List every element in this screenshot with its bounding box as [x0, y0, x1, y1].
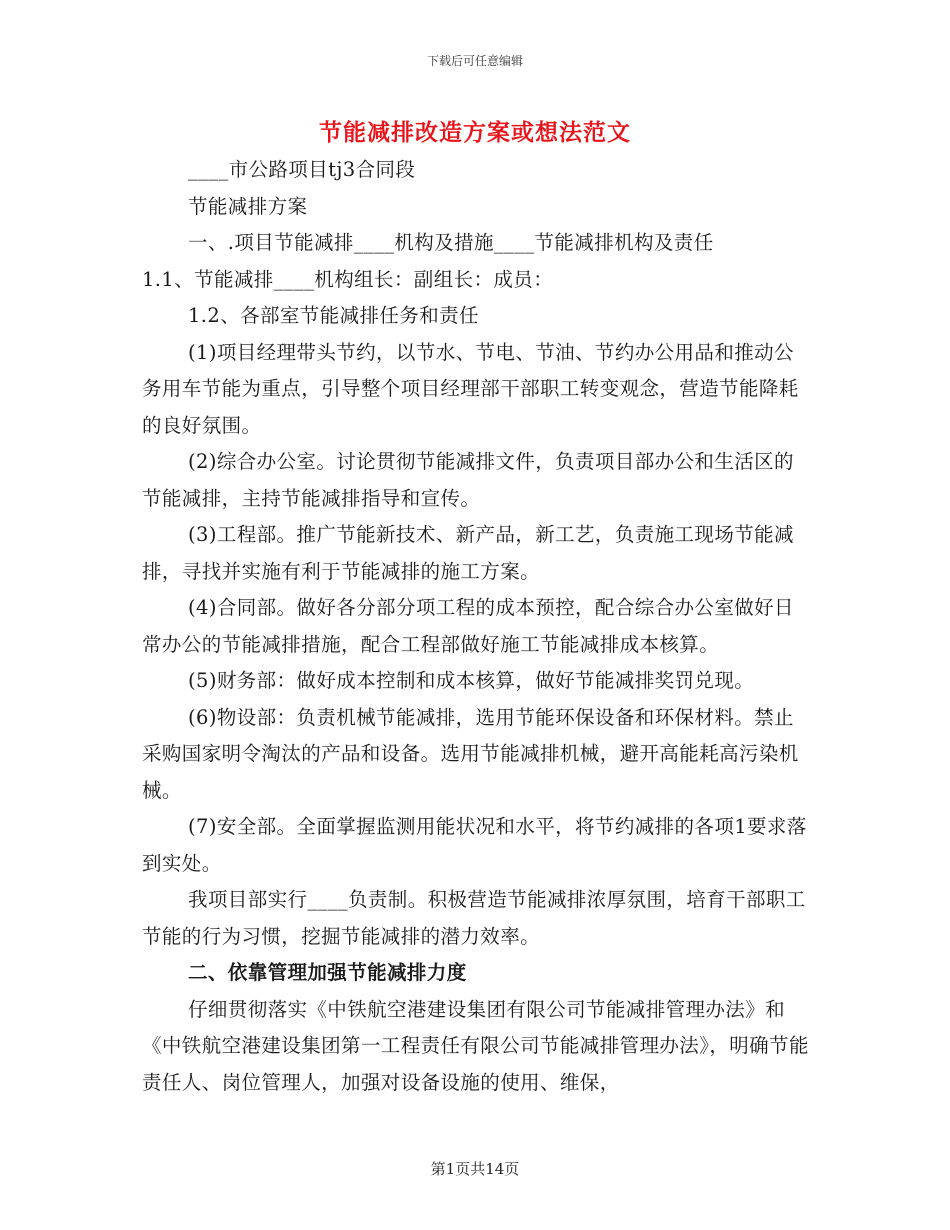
document-title: 节能减排改造方案或想法范文 [319, 119, 631, 146]
paragraph-1-2: 1.2、各部室节能减排任务和责任 [188, 304, 479, 327]
paragraph-management: 仔细贯彻落实《中铁航空港建设集团有限公司节能减排管理办法》和《中铁航空港建设集团第一工程责任有限公司节能减排管理办法》，明确节能责任人、岗位管理人，加强对设备设施的使用、维保， [142, 997, 809, 1094]
list-item-4: (4)合同部。做好各分部分项工程的成本预控，配合综合办公室做好日常办公的节能减排措施，配合工程部做好施工节能减排成本核算。 [142, 596, 794, 656]
list-item-3: (3)工程部。推广节能新技术、新产品，新工艺，负责施工现场节能减排，寻找并实施有利于节能减排的施工方案。 [142, 523, 794, 583]
paragraph-plan-heading: 节能减排方案 [188, 194, 308, 218]
list-item-2: (2)综合办公室。讨论贯彻节能减排文件，负责项目部办公和生活区的节能减排，主持节能减排指导和宣传。 [142, 450, 794, 510]
document-body [142, 152, 812, 1101]
list-item-7: (7)安全部。全面掌握监测用能状况和水平，将节约减排的各项1要求落到实处。 [142, 815, 807, 875]
section-heading-2: 二、依靠管理加强节能减排力度 [188, 961, 467, 984]
paragraph-responsibility: 我项目部实行____负责制。积极营造节能减排浓厚氛围，培育干部职工节能的行为习惯，挖掘节能减排的潜力效率。 [142, 888, 806, 948]
page-header-note: 下载后可任意编辑 [426, 54, 523, 68]
list-item-1: (1)项目经理带头节约，以节水、节电、节油、节约办公用品和推动公务用车节能为重点，引导整个项目经理部干部职工转变观念，营造节能降耗的良好氛围。 [142, 340, 799, 437]
list-item-6: (6)物设部：负责机械节能减排，选用节能环保设备和环保材料。禁止采购国家明令淘汰的产品和设备。选用节能减排机械，避开高能耗高污染机械。 [142, 705, 799, 802]
paragraph-1-1: 1.1、节能减排____机构组长：副组长：成员： [142, 267, 554, 291]
section-heading-1: 一、.项目节能减排____机构及措施____节能减排机构及责任 [188, 231, 714, 254]
page-number: 第1页共14页 [430, 1160, 520, 1178]
list-item-5: (5)财务部：做好成本控制和成本核算，做好节能减排奖罚兑现。 [188, 669, 755, 692]
paragraph-contract-section: ____市公路项目tj3合同段 [188, 158, 416, 181]
